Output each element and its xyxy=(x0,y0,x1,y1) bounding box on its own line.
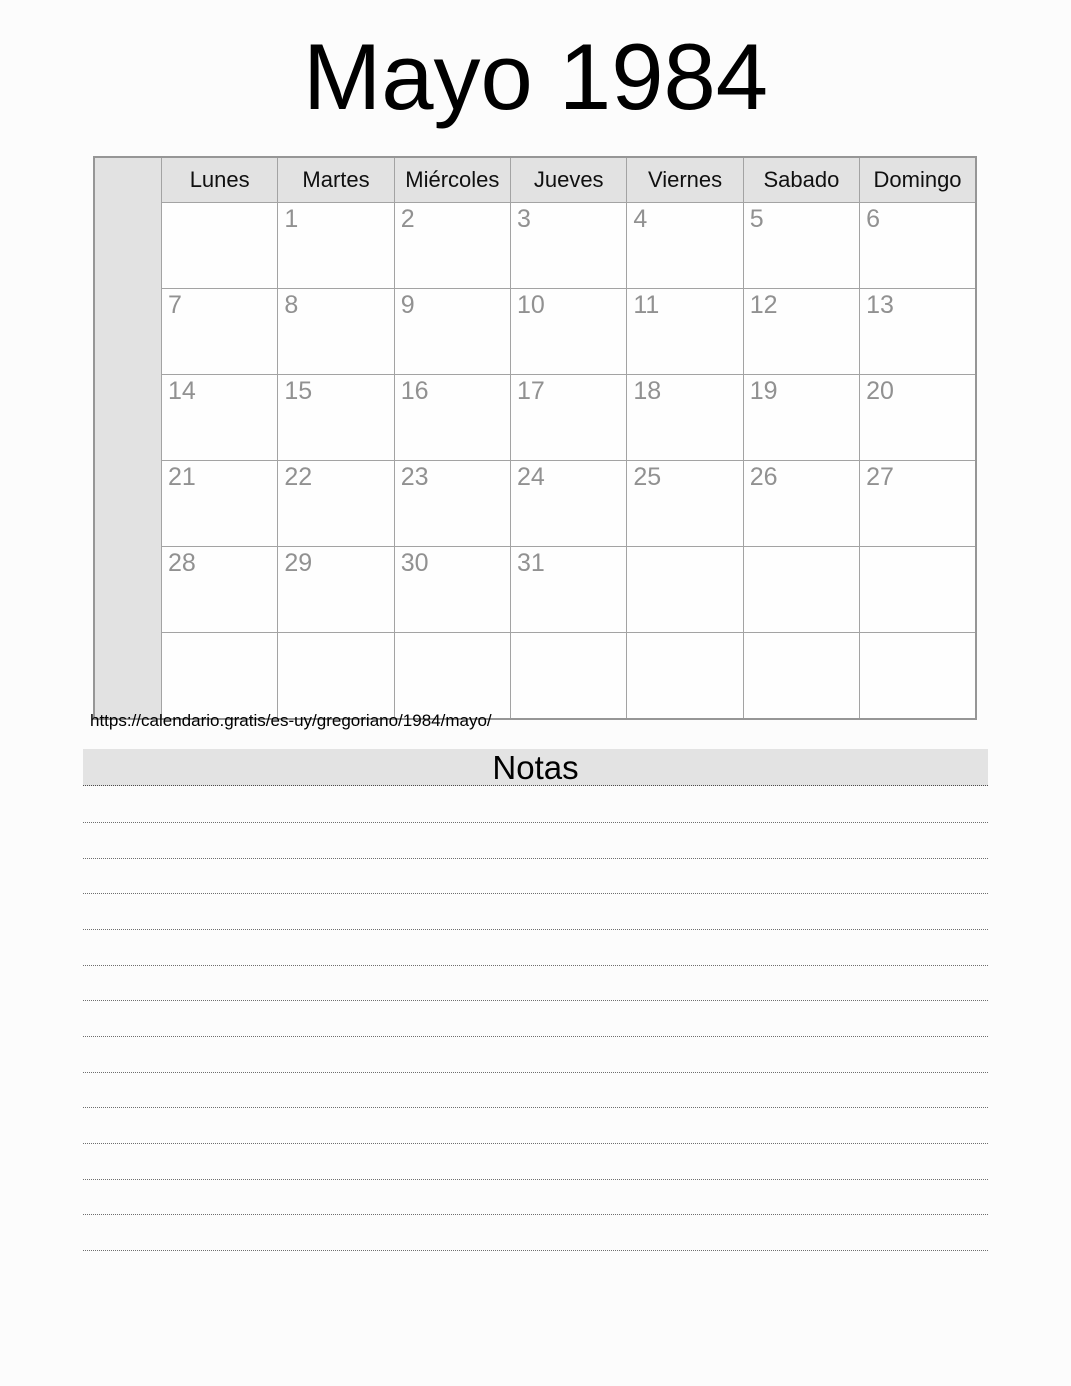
notes-header xyxy=(83,749,988,786)
note-line-6 xyxy=(83,1000,988,1001)
day-cell-9: 9 xyxy=(394,289,510,375)
note-line-12 xyxy=(83,1214,988,1215)
day-cell-empty xyxy=(860,633,976,720)
note-line-5 xyxy=(83,965,988,966)
week-row-5 xyxy=(94,547,976,633)
day-cell-empty xyxy=(627,547,743,633)
note-line-10 xyxy=(83,1143,988,1144)
week-number-column xyxy=(94,157,162,719)
day-cell-4: 4 xyxy=(627,203,743,289)
weekday-header-row xyxy=(94,157,976,203)
weekday-header-7: Domingo xyxy=(860,157,976,203)
day-cell-30: 30 xyxy=(394,547,510,633)
note-line-8 xyxy=(83,1072,988,1073)
day-cell-16: 16 xyxy=(394,375,510,461)
day-cell-empty xyxy=(627,633,743,720)
page-title: Mayo 1984 xyxy=(302,24,769,129)
day-cell-20: 20 xyxy=(860,375,976,461)
day-cell-14: 14 xyxy=(162,375,278,461)
day-cell-2: 2 xyxy=(394,203,510,289)
week-row-2 xyxy=(94,289,976,375)
week-row-6 xyxy=(94,633,976,720)
day-cell-19: 19 xyxy=(743,375,859,461)
note-line-1 xyxy=(83,822,988,823)
day-cell-15: 15 xyxy=(278,375,394,461)
day-cell-empty xyxy=(394,633,510,720)
weekday-header-5: Viernes xyxy=(627,157,743,203)
day-cell-17: 17 xyxy=(511,375,627,461)
note-line-3 xyxy=(83,893,988,894)
day-cell-10: 10 xyxy=(511,289,627,375)
day-cell-empty xyxy=(743,633,859,720)
weekday-header-4: Jueves xyxy=(511,157,627,203)
day-cell-27: 27 xyxy=(860,461,976,547)
day-cell-21: 21 xyxy=(162,461,278,547)
day-cell-empty xyxy=(511,633,627,720)
weekday-header-2: Martes xyxy=(278,157,394,203)
day-cell-24: 24 xyxy=(511,461,627,547)
note-line-11 xyxy=(83,1179,988,1180)
weekday-header-3: Miércoles xyxy=(394,157,510,203)
week-row-4 xyxy=(94,461,976,547)
day-cell-29: 29 xyxy=(278,547,394,633)
day-cell-22: 22 xyxy=(278,461,394,547)
day-cell-empty xyxy=(162,633,278,720)
note-line-9 xyxy=(83,1107,988,1108)
day-cell-23: 23 xyxy=(394,461,510,547)
day-cell-13: 13 xyxy=(860,289,976,375)
day-cell-7: 7 xyxy=(162,289,278,375)
day-cell-18: 18 xyxy=(627,375,743,461)
week-row-3 xyxy=(94,375,976,461)
day-cell-3: 3 xyxy=(511,203,627,289)
day-cell-5: 5 xyxy=(743,203,859,289)
day-cell-28: 28 xyxy=(162,547,278,633)
day-cell-26: 26 xyxy=(743,461,859,547)
weekday-header-1: Lunes xyxy=(162,157,278,203)
day-cell-8: 8 xyxy=(278,289,394,375)
day-cell-11: 11 xyxy=(627,289,743,375)
week-row-1 xyxy=(94,203,976,289)
day-cell-25: 25 xyxy=(627,461,743,547)
day-cell-empty xyxy=(162,203,278,289)
weekday-header-6: Sabado xyxy=(743,157,859,203)
day-cell-empty xyxy=(743,547,859,633)
day-cell-12: 12 xyxy=(743,289,859,375)
note-line-2 xyxy=(83,858,988,859)
note-line-13 xyxy=(83,1250,988,1251)
note-line-4 xyxy=(83,929,988,930)
note-line-7 xyxy=(83,1036,988,1037)
day-cell-empty xyxy=(278,633,394,720)
notes-title: Notas xyxy=(492,749,579,786)
day-cell-empty xyxy=(860,547,976,633)
calendar-table xyxy=(93,156,977,720)
day-cell-31: 31 xyxy=(511,547,627,633)
day-cell-6: 6 xyxy=(860,203,976,289)
source-url: https://calendario.gratis/es-uy/gregoriano/1984/mayo/ xyxy=(90,711,492,730)
day-cell-1: 1 xyxy=(278,203,394,289)
